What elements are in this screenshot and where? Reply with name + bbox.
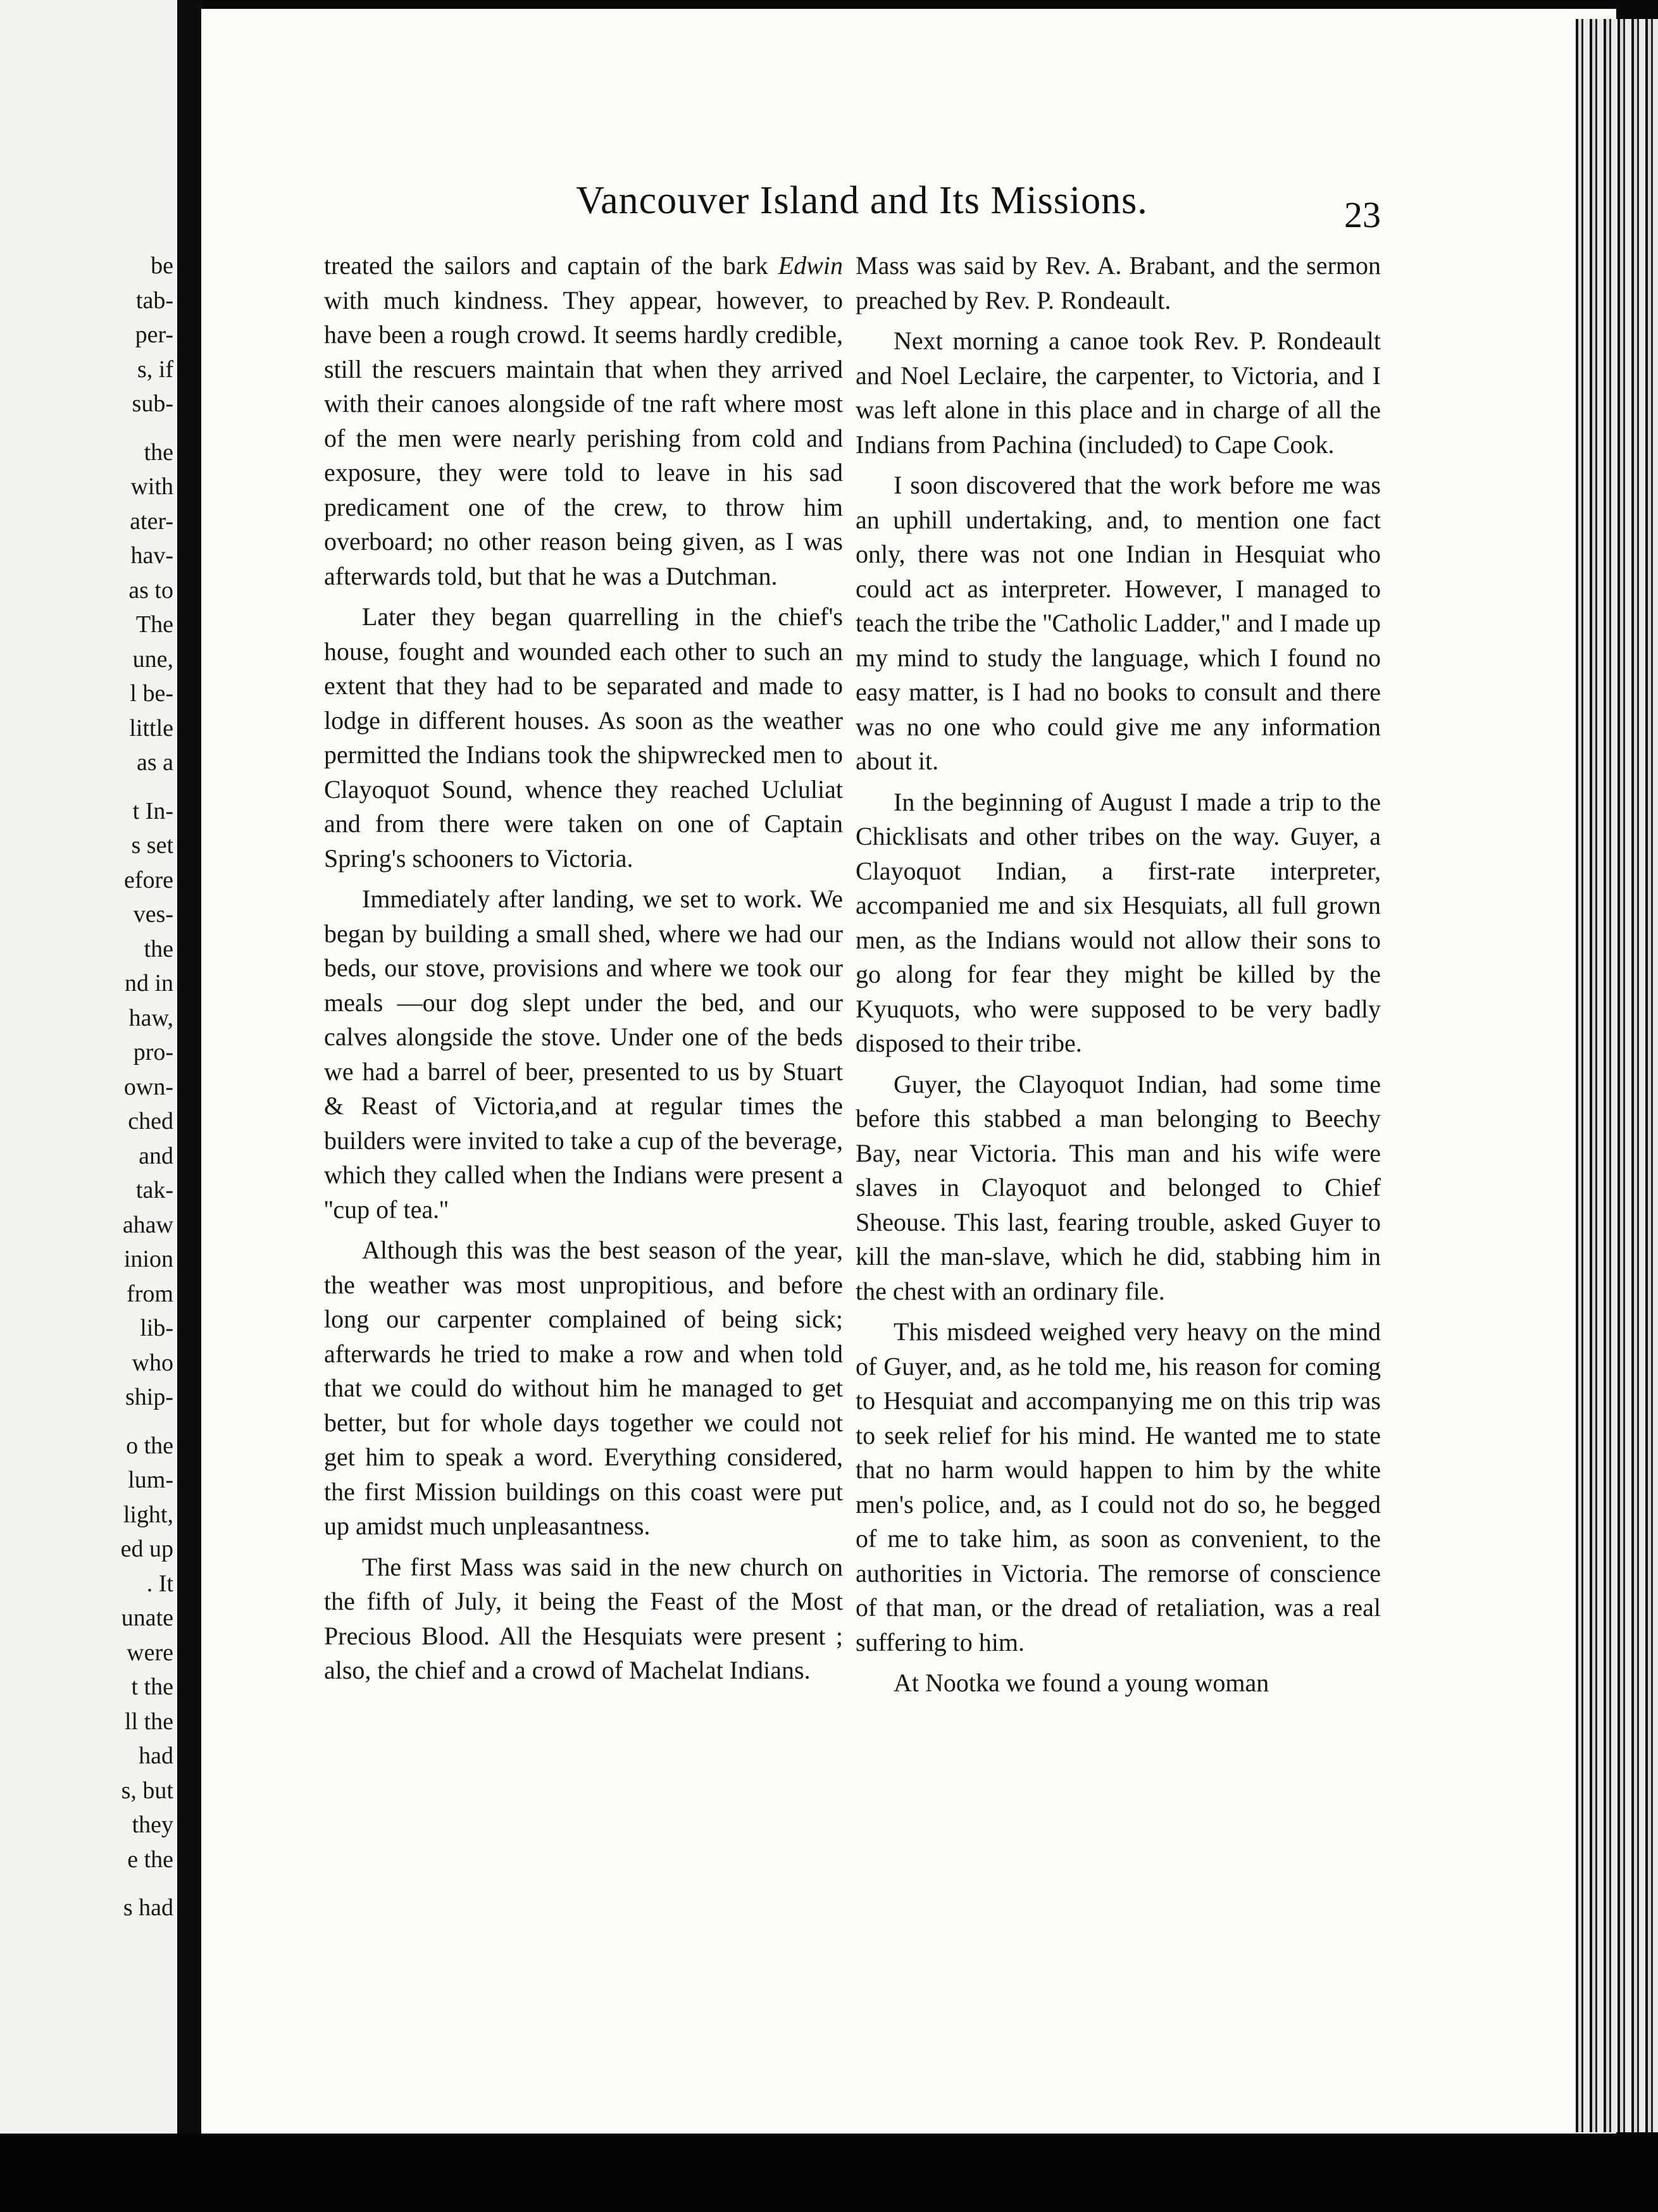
facing-page-fragment: ahaw [122, 1211, 173, 1238]
facing-page-fragment: s, if [137, 356, 173, 383]
facing-page-fragment: were [127, 1639, 173, 1666]
facing-page-fragment: per- [135, 321, 173, 348]
paragraph [856, 468, 1381, 779]
facing-page-fragment: s had [123, 1894, 173, 1921]
facing-page-fragment: haw, [128, 1004, 173, 1031]
paragraph [324, 249, 843, 593]
facing-page-fragment: inion [123, 1246, 173, 1272]
facing-page-fragment: tak- [135, 1177, 173, 1203]
paragraph [324, 1550, 843, 1688]
paragraph [856, 1666, 1381, 1701]
paragraph [324, 600, 843, 876]
facing-page-fragment: and [139, 1142, 173, 1169]
facing-page-fragment: from [127, 1280, 173, 1307]
text-run: treated the sailors and captain of the bark [324, 251, 778, 280]
facing-page-fragment: pro- [133, 1039, 173, 1066]
facing-page-fragment: they [132, 1811, 173, 1838]
paragraph [856, 324, 1381, 462]
facing-page-fragment: l be- [130, 680, 173, 707]
text-run: Although this was the best season of the year, the weather was most unpropitious, and before long our carpenter complained of being sick; afterwards he tried to make a row and when told that we could do without him he managed to get better, but for whole days together we could not get him to speak a word. Everything considered, the first Mission buildings on this coast were put up amidst much unpleasantness. [324, 1236, 843, 1540]
facing-page-fragment: unate [121, 1605, 173, 1631]
scan-bottom-margin [0, 2134, 1658, 2212]
facing-page-fragment: t In- [132, 797, 173, 824]
text-run: At Nootka we found a young woman [894, 1668, 1269, 1697]
text-run: The first Mass was said in the new church on the fifth of July, it being the Feast of the Most Precious Blood. All the Hesquiats were present ; also, the chief and a crowd of Machelat Indians. [324, 1552, 843, 1684]
paragraph [856, 249, 1381, 318]
paragraph [324, 882, 843, 1227]
facing-page-fragment: light, [123, 1501, 173, 1528]
text-run: Next morning a canoe took Rev. P. Rondeault and Noel Leclaire, the carpenter, to Victoria, and I was left alone in this place and in charge of all the Indians from Pachina (included) to Cape Cook. [856, 326, 1381, 459]
facing-page-fragment: The [135, 611, 173, 638]
text-run: Later they began quarrelling in the chief's house, fought and wounded each other to such an extent that they had to be separated and made to lodge in different houses. As soon as the weather permitted the Indians took the shipwrecked men to Clayoquot Sound, whence they reached Ucluliat and from there were taken on one of Captain Spring's schooners to Victoria. [324, 602, 843, 873]
facing-page-fragment: had [139, 1743, 173, 1769]
facing-page-fragment: . It [146, 1570, 173, 1597]
facing-page-fragment: efore [123, 866, 173, 893]
facing-page-fragment: ater- [130, 507, 173, 535]
paragraph [856, 1067, 1381, 1309]
facing-page-fragment: lib- [140, 1315, 173, 1341]
facing-page-fragment: une, [132, 645, 173, 673]
facing-page-fragment: as a [136, 749, 173, 776]
paragraph [856, 1315, 1381, 1660]
paragraph [324, 1233, 843, 1544]
facing-page-fragment: ll the [124, 1708, 173, 1735]
facing-page-fragment: e the [127, 1846, 173, 1873]
facing-page-fragment: ched [128, 1108, 173, 1134]
text-run: Mass was said by Rev. A. Brabant, and the sermon preached by Rev. P. Rondeault. [856, 251, 1381, 314]
text-run: Immediately after landing, we set to work. We began by building a small shed, where we had our beds, our stove, provisions and where we took our meals —our dog slept under the bed, and our calves alongside the stove. Under one of the beds we had a barrel of beer, presented to us by Stuart & Reast of Victoria,and at regular times the builders were invited to take a cup of the beverage, which they called when the Indians were present a ''cup of tea.'' [324, 885, 843, 1224]
paragraph [856, 785, 1381, 1061]
facing-page-fragment: with [130, 473, 173, 500]
facing-page-fragment: tab- [135, 287, 173, 314]
facing-page-left [0, 0, 177, 2134]
facing-page-fragment: o the [126, 1432, 173, 1459]
left-text-column [324, 249, 843, 1694]
facing-page-fragment: sub- [132, 390, 173, 417]
facing-page-fragment: the [144, 935, 173, 962]
facing-page-fragment: ship- [125, 1384, 173, 1410]
facing-page-fragment: nd in [124, 970, 173, 997]
text-run: This misdeed weighed very heavy on the mind of Guyer, and, as he told me, his reason for coming to Hesquiat and accompanying me on this trip was to seek relief for his mind. He wanted me to state that no harm would happen to him by the white men's police, and, as I could not do so, he begged of me to take him, as soon as convenient, to the authorities in Victoria. The remorse of conscience of that man, or the dread of retaliation, was a real suffering to him. [856, 1317, 1381, 1656]
text-run: Guyer, the Clayoquot Indian, had some time before this stabbed a man belonging to Beechy Bay, near Victoria. This man and his wife were slaves in Clayoquot and belonged to Chief Sheouse. This last, fearing trouble, asked Guyer to kill the man-slave, which he did, stabbing him in the chest with an ordinary file. [856, 1069, 1381, 1305]
page-edge-stack [1576, 19, 1658, 2132]
page-number: 23 [1344, 194, 1381, 235]
facing-page-fragment: the [144, 438, 173, 466]
facing-page-fragment: own- [123, 1073, 173, 1100]
text-run: with much kindness. They appear, however, to have been a rough crowd. It seems hardly credible, still the rescuers maintain that when they arrived with their canoes alongside of tne raft where most of the men were nearly perishing from cold and exposure, they were told to leave in his sad predicament one of the crew, to throw him overboard; no other reason being given, as I was afterwards told, but that he was a Dutchman. [324, 285, 843, 590]
facing-page-fragment: little [129, 714, 173, 742]
facing-page-fragment: who [132, 1349, 173, 1376]
facing-page-fragment: hav- [130, 542, 173, 569]
text-run: I soon discovered that the work before me was an uphill undertaking, and, to mention one fact only, there was not one Indian in Hesquiat who could act as interpreter. However, I managed to teach the tribe the ''Catholic Ladder,'' and I made up my mind to study the language, which I found no easy matter, is I had no books to consult and there was no one who could give me any information about it. [856, 471, 1381, 775]
text-run: In the beginning of August I made a trip to the Chicklisats and other tribes on the way. Guyer, a Clayoquot Indian, a first-rate interpreter, accompanied me and six Hesquiats, all full grown men, as the Indians would not allow their sons to go along for fear they might be killed by the Kyuquots, who were supposed to be very badly disposed to their tribe. [856, 787, 1381, 1057]
facing-page-fragment: s, but [121, 1777, 173, 1804]
facing-page-fragment: lum- [128, 1467, 173, 1493]
right-text-column [856, 249, 1381, 1707]
italic-text: Edwin [778, 251, 843, 280]
facing-page-fragment: t the [131, 1674, 173, 1700]
facing-page-fragment: be [151, 252, 173, 279]
running-title: Vancouver Island and Its Missions. [576, 179, 1148, 222]
facing-page-fragment: as to [128, 576, 173, 604]
facing-page-fragment: s set [131, 832, 173, 859]
facing-page-fragment: ed up [120, 1536, 173, 1562]
facing-page-fragment: ves- [133, 901, 173, 928]
